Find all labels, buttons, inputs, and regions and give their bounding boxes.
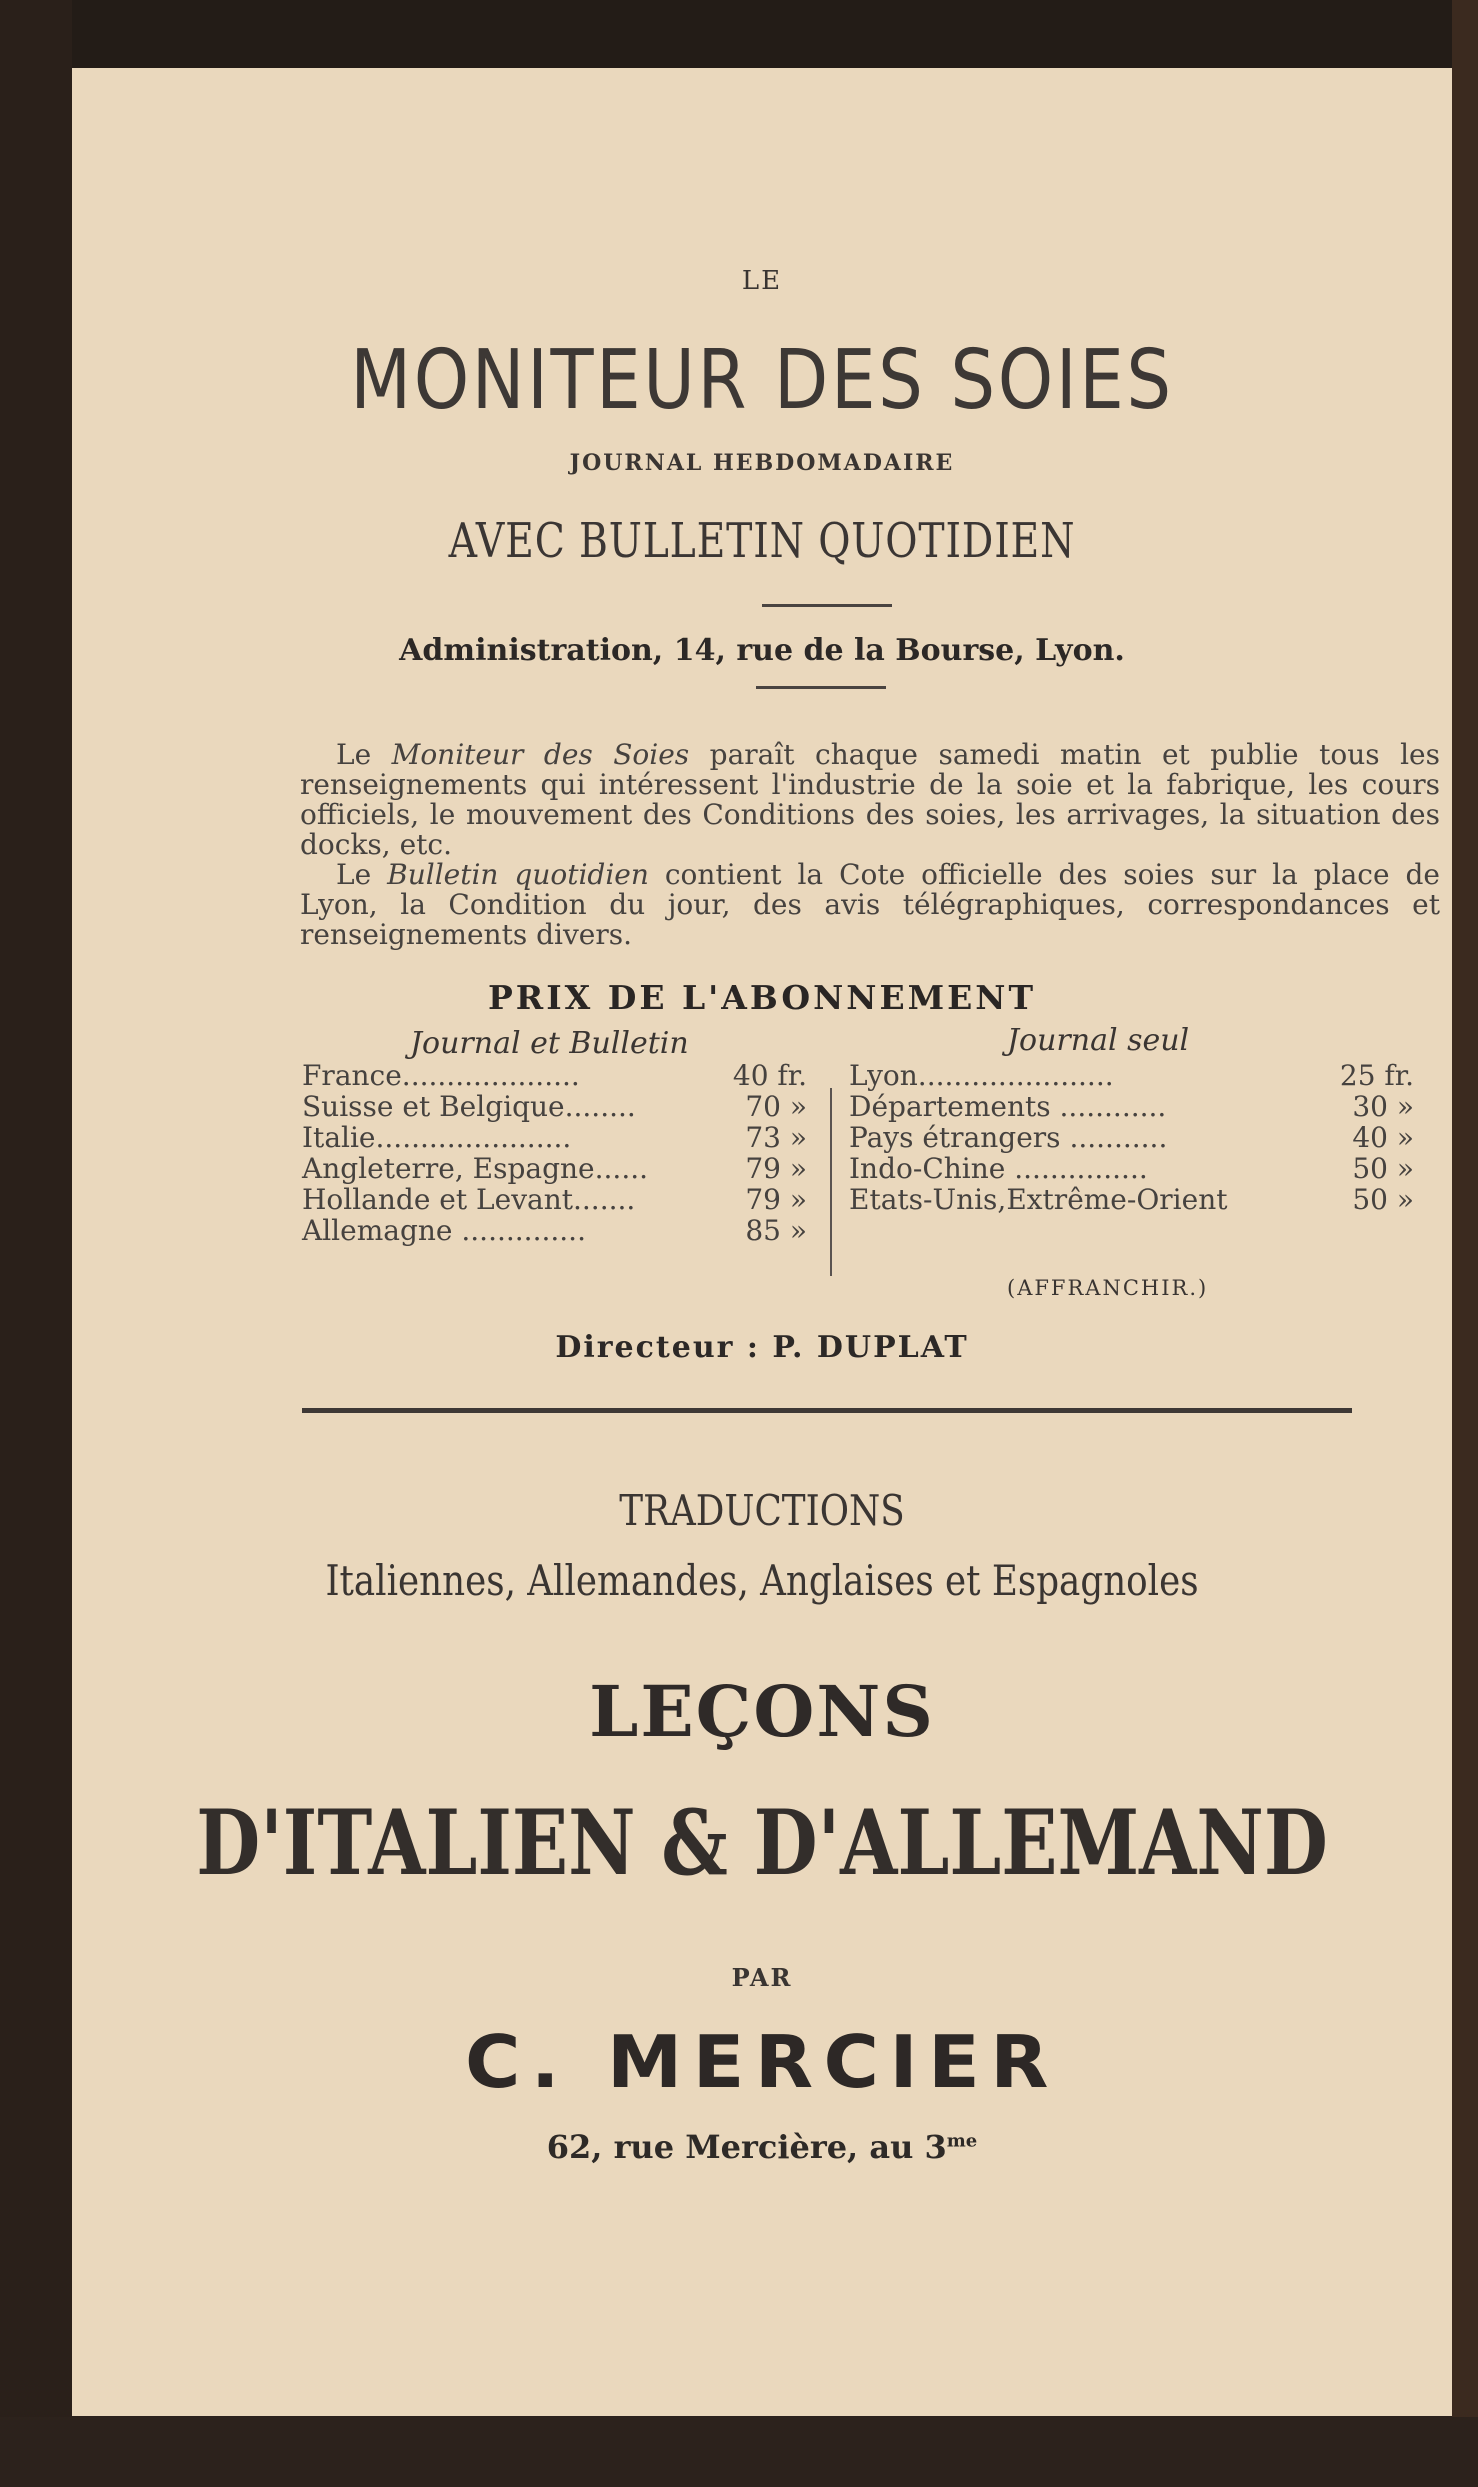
right-price-list xyxy=(849,1060,1414,1215)
scan-left-border xyxy=(0,0,72,2487)
divider-short-bottom xyxy=(756,686,886,689)
ad-subjects: D'ITALIEN & D'ALLEMAND xyxy=(196,1790,1328,1896)
description-paragraph-2: Le Bulletin quotidien contient la Cote officielle des soies sur la place de Lyon, la Condition du jour, des avis télégraphiques, correspondances et renseignements divers. xyxy=(300,858,1440,951)
price-row: Pays étrangers ........... 40 » xyxy=(849,1121,1414,1154)
price-row: Allemagne .............. 85 » xyxy=(302,1214,807,1247)
price-row: Départements ............ 30 » xyxy=(849,1090,1414,1123)
scan-bottom-border xyxy=(0,2417,1478,2487)
left-column-heading: Journal et Bulletin xyxy=(410,1026,689,1061)
price-row: Indo-Chine ............... 50 » xyxy=(849,1152,1414,1185)
price-row: Hollande et Levant....... 79 » xyxy=(302,1183,807,1216)
section-divider xyxy=(302,1408,1352,1413)
price-row: Italie...................... 73 » xyxy=(302,1121,807,1154)
left-price-list xyxy=(302,1060,807,1246)
administration-address: Administration, 14, rue de la Bourse, Lyon. xyxy=(399,633,1125,668)
journal-title: MONITEUR DES SOIES xyxy=(350,333,1174,428)
price-row: France.................... 40 fr. xyxy=(302,1059,807,1092)
director-line: Directeur : P. DUPLAT xyxy=(555,1330,969,1365)
ad-languages: Italiennes, Allemandes, Anglaises et Espagnoles xyxy=(325,1556,1199,1605)
book-spine-edge xyxy=(1452,0,1478,2487)
bulletin-heading: AVEC BULLETIN QUOTIDIEN xyxy=(448,513,1076,569)
price-row: Lyon...................... 25 fr. xyxy=(849,1059,1414,1092)
ad-address: 62, rue Mercière, au $3^{me}$ xyxy=(546,2128,978,2166)
postage-note: (AFFRANCHIR.) xyxy=(1007,1276,1209,1300)
ad-traductions: TRADUCTIONS xyxy=(619,1486,905,1535)
journal-subtitle: JOURNAL HEBDOMADAIRE xyxy=(569,450,955,476)
price-row: Angleterre, Espagne...... 79 » xyxy=(302,1152,807,1185)
ad-par: PAR xyxy=(731,1963,793,1992)
ad-lecons: LEÇONS xyxy=(589,1670,935,1753)
right-column-heading: Journal seul xyxy=(1007,1023,1190,1058)
title-article: LE xyxy=(741,266,783,296)
divider-short-top xyxy=(762,604,892,607)
price-row: Etats-Unis,Extrême-Orient 50 » xyxy=(849,1183,1414,1216)
price-row: Suisse et Belgique........ 70 » xyxy=(302,1090,807,1123)
ad-teacher-name: C. MERCIER xyxy=(464,2020,1060,2104)
description-text xyxy=(300,740,1440,950)
column-divider xyxy=(830,1088,832,1276)
scan-top-border xyxy=(0,0,1478,68)
subscription-heading: PRIX DE L'ABONNEMENT xyxy=(487,978,1037,1017)
description-paragraph-1: Le Moniteur des Soies paraît chaque samedi matin et publie tous les renseignements qui intéressent l'industrie de la soie et la fabrique, les cours officiels, le mouvement des Conditions des soies, les arrivages, la situation des docks, etc. xyxy=(300,738,1440,861)
document-page xyxy=(72,68,1452,2416)
